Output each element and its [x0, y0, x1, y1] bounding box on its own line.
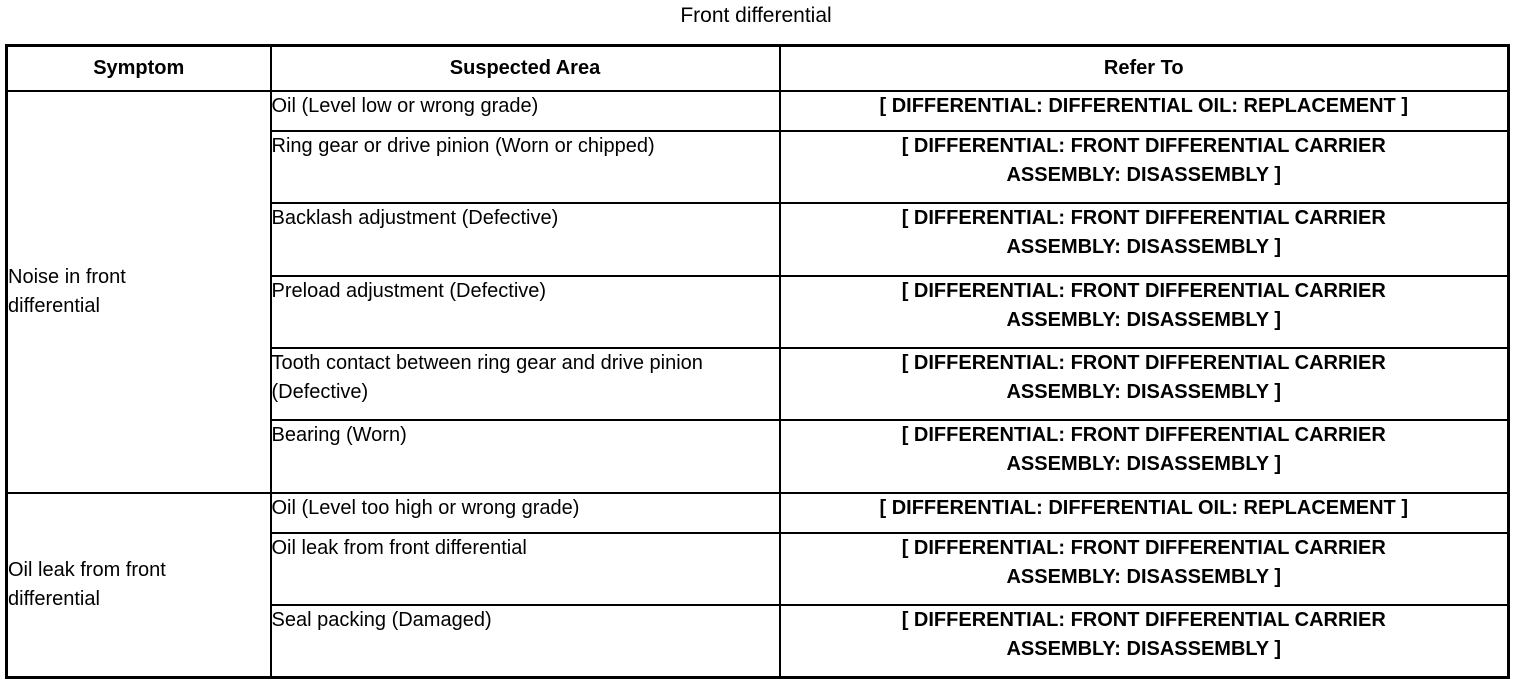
refer-to-link[interactable]: [ DIFFERENTIAL: DIFFERENTIAL OIL: REPLACEMENT ] [879, 496, 1408, 519]
symptom-text-line: differential [8, 294, 100, 317]
refer-to-cell [780, 533, 1509, 605]
suspected-area-cell: Oil (Level too high or wrong grade) [271, 493, 780, 533]
refer-to-cell [780, 493, 1509, 533]
suspected-area-cell: Tooth contact between ring gear and drive pinion (Defective) [271, 348, 780, 420]
header-row [7, 46, 1509, 92]
refer-to-link[interactable]: [ DIFFERENTIAL: FRONT DIFFERENTIAL CARRIER [901, 536, 1386, 559]
refer-to-link[interactable]: [ DIFFERENTIAL: FRONT DIFFERENTIAL CARRIER [901, 352, 1386, 375]
refer-to-link[interactable]: [ DIFFERENTIAL: FRONT DIFFERENTIAL CARRIER [901, 207, 1386, 230]
refer-to-cell [780, 131, 1509, 203]
refer-to-cell [780, 420, 1509, 492]
refer-to-link[interactable]: ASSEMBLY: DISASSEMBLY ] [1006, 453, 1281, 476]
suspected-area-cell: Preload adjustment (Defective) [271, 276, 780, 348]
suspected-area-cell: Bearing (Worn) [271, 420, 780, 492]
refer-to-link[interactable]: ASSEMBLY: DISASSEMBLY ] [1006, 381, 1281, 404]
refer-to-link[interactable]: ASSEMBLY: DISASSEMBLY ] [1006, 164, 1281, 187]
table-row [7, 91, 1509, 131]
symptom-text-line: differential [8, 587, 100, 610]
refer-to-link[interactable]: [ DIFFERENTIAL: FRONT DIFFERENTIAL CARRIER [901, 424, 1386, 447]
refer-to-link[interactable]: ASSEMBLY: DISASSEMBLY ] [1006, 236, 1281, 259]
symptom-text-line: Oil leak from front [8, 558, 166, 581]
suspected-area-cell: Oil leak from front differential [271, 533, 780, 605]
refer-to-cell [780, 91, 1509, 131]
table-row [7, 493, 1509, 533]
symptom-cell [7, 493, 271, 678]
refer-to-link[interactable]: ASSEMBLY: DISASSEMBLY ] [1006, 565, 1281, 588]
symptom-text-line: Noise in front [8, 265, 126, 288]
refer-to-link[interactable]: [ DIFFERENTIAL: DIFFERENTIAL OIL: REPLACEMENT ] [879, 95, 1408, 117]
diagnosis-table [5, 44, 1510, 679]
refer-to-link[interactable]: ASSEMBLY: DISASSEMBLY ] [1006, 638, 1281, 661]
column-header-refer-to: Refer To [780, 46, 1509, 92]
suspected-area-cell: Seal packing (Damaged) [271, 605, 780, 677]
column-header-symptom: Symptom [7, 46, 271, 92]
refer-to-cell [780, 605, 1509, 677]
refer-to-cell [780, 276, 1509, 348]
refer-to-link[interactable]: [ DIFFERENTIAL: FRONT DIFFERENTIAL CARRIER [901, 135, 1386, 158]
symptom-cell [7, 91, 271, 493]
refer-to-link[interactable]: [ DIFFERENTIAL: FRONT DIFFERENTIAL CARRIER [901, 609, 1386, 632]
refer-to-link[interactable]: ASSEMBLY: DISASSEMBLY ] [1006, 308, 1281, 331]
suspected-area-cell: Ring gear or drive pinion (Worn or chipped) [271, 131, 780, 203]
refer-to-cell [780, 348, 1509, 420]
suspected-area-cell: Oil (Level low or wrong grade) [271, 91, 780, 131]
suspected-area-cell: Backlash adjustment (Defective) [271, 203, 780, 275]
column-header-suspected-area: Suspected Area [271, 46, 780, 92]
refer-to-cell [780, 203, 1509, 275]
page-title: Front differential [680, 4, 832, 27]
refer-to-link[interactable]: [ DIFFERENTIAL: FRONT DIFFERENTIAL CARRIER [901, 279, 1386, 302]
